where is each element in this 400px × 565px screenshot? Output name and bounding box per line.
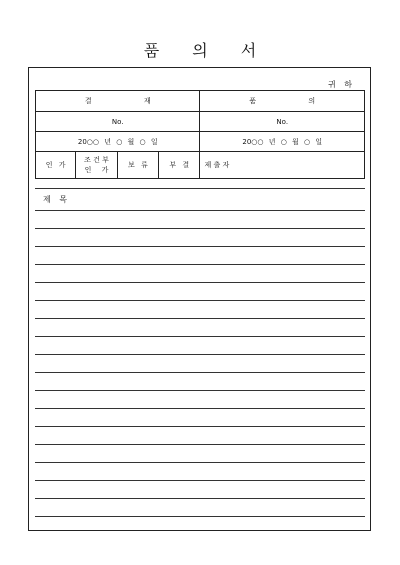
status-rejected-cell[interactable]: 부 결: [159, 152, 200, 179]
status-pending-cell[interactable]: 보 류: [117, 152, 158, 179]
ruled-line: [35, 318, 365, 319]
request-header: 품 의: [200, 91, 365, 112]
ruled-line: [35, 210, 365, 211]
request-date-field[interactable]: 20○○ 년 ○ 월 ○ 일: [200, 132, 365, 152]
ruled-line: [35, 336, 365, 337]
approval-number-field[interactable]: No.: [36, 112, 200, 132]
ruled-line: [35, 516, 365, 517]
ruled-line: [35, 444, 365, 445]
approval-date-field[interactable]: 20○○ 년 ○ 월 ○ 일: [36, 132, 200, 152]
ruled-line: [35, 480, 365, 481]
submitter-field[interactable]: 제 출 자: [200, 152, 365, 179]
ruled-line: [35, 354, 365, 355]
ruled-line: [35, 498, 365, 499]
document-title: 품 의 서: [143, 41, 257, 60]
status-conditional-line-2: 인 가: [84, 166, 109, 174]
ruled-writing-area[interactable]: [35, 188, 365, 518]
ruled-line: [35, 264, 365, 265]
status-approved-cell[interactable]: 인 가: [36, 152, 76, 179]
request-number-field[interactable]: No.: [200, 112, 365, 132]
subject-label: 제 목: [43, 195, 67, 204]
ruled-line: [35, 282, 365, 283]
ruled-line: [35, 426, 365, 427]
approval-header: 결 재: [36, 91, 200, 112]
status-conditional-cell[interactable]: [76, 152, 117, 179]
ruled-line: [35, 246, 365, 247]
ruled-line: [35, 188, 365, 189]
ruled-line: [35, 408, 365, 409]
ruled-line: [35, 228, 365, 229]
ruled-line: [35, 300, 365, 301]
recipient-label: 귀 하: [328, 80, 352, 89]
status-conditional-line-1: 조 건 부: [84, 156, 109, 164]
ruled-line: [35, 390, 365, 391]
approval-table: [35, 90, 365, 179]
ruled-line: [35, 462, 365, 463]
ruled-line: [35, 372, 365, 373]
